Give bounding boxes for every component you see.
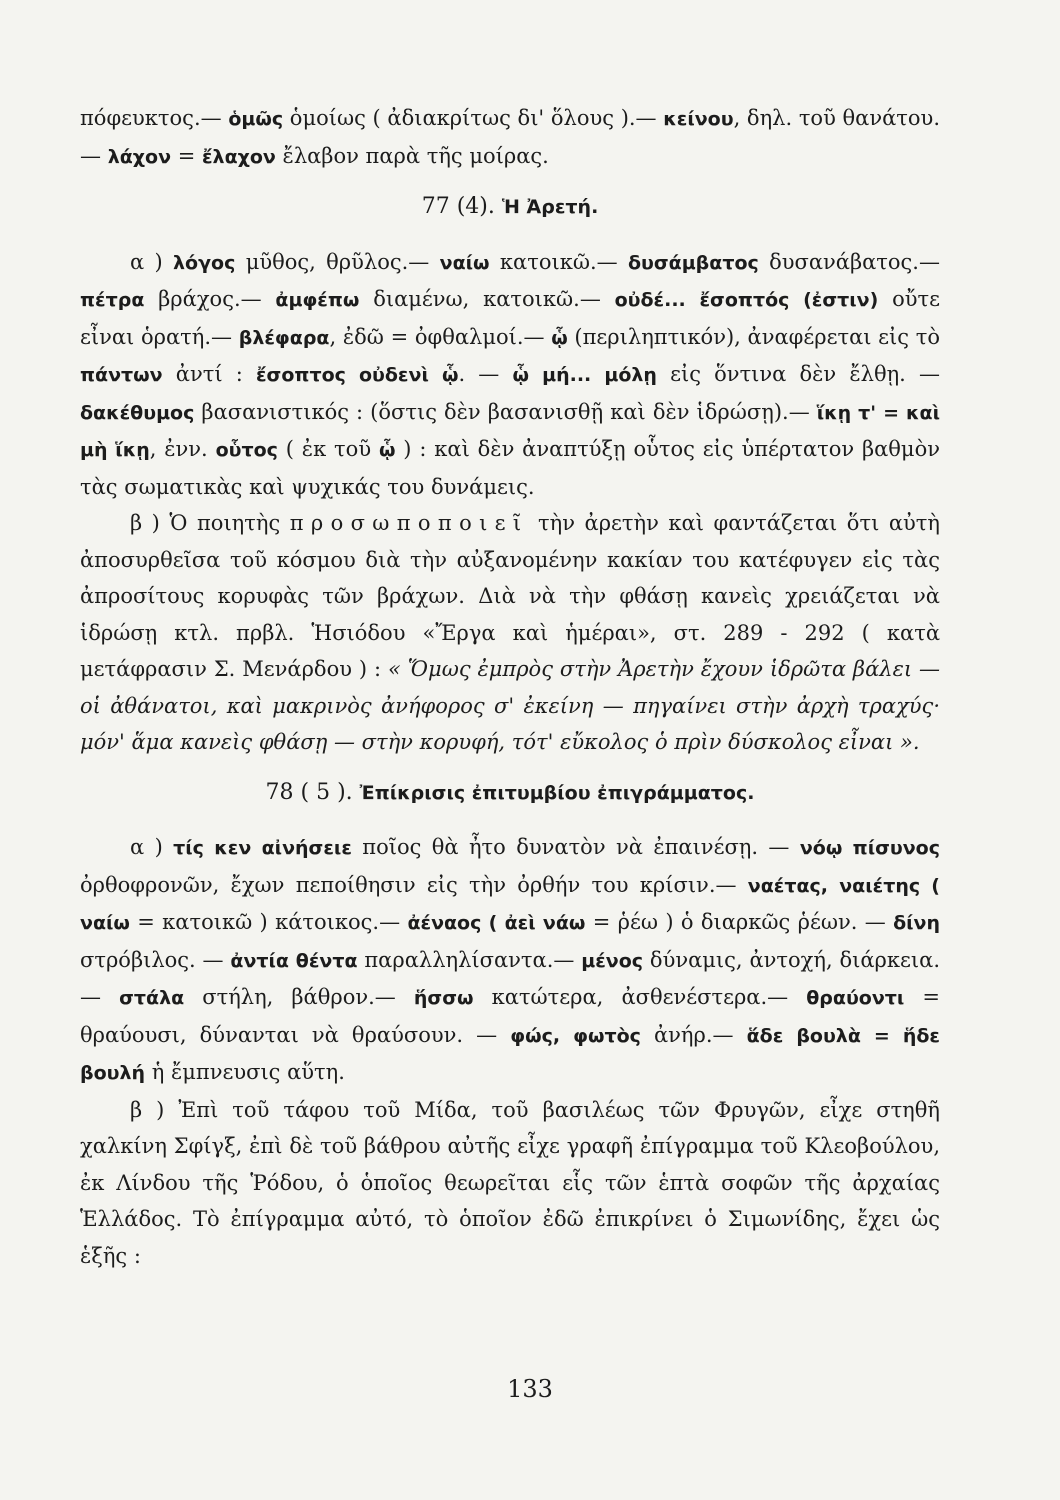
text-run: κατοικῶ.—: [489, 249, 628, 274]
spaced-emphasis: προσωποποιεῖ: [289, 511, 529, 535]
text-run: βασανιστικός : (ὅστις δὲν βασανισθῇ καὶ δὲν ἱδρώσῃ).—: [194, 399, 817, 424]
text-run: πόφευκτος.—: [80, 106, 229, 130]
bold-term: στάλα: [119, 987, 185, 1009]
bold-term: ᾧ μή... μόλῃ: [512, 364, 657, 386]
text-run: δυσανάβατος.—: [758, 249, 940, 274]
bold-term: πέτρα: [80, 289, 145, 311]
text-run: , ἐνν.: [149, 437, 216, 461]
text-run: ἀντί :: [162, 362, 256, 386]
bold-term: μένος: [581, 949, 644, 972]
text-run: δύναμις, ἀντοχή, διάρκεια.—: [80, 947, 940, 1009]
bold-term: ἀέναος ( ἀεὶ νάω: [407, 912, 586, 934]
text-run: α ): [130, 835, 174, 859]
page-text: [80, 100, 940, 1274]
text-run: βράχος.—: [144, 287, 276, 311]
text-run: , δηλ. τοῦ θανάτου.—: [80, 106, 940, 168]
bold-term: οὗτος: [215, 439, 278, 461]
bold-term: κείνου: [663, 108, 734, 130]
bold-term: δακέθυμος: [80, 401, 195, 424]
bold-term: Ἡ Ἀρετή.: [501, 196, 599, 218]
paragraph-77-a: [80, 244, 940, 506]
bold-term: ᾧ: [551, 326, 568, 349]
bold-term: λόγος: [173, 251, 236, 274]
text-run: = θραύουσι, δύνανται νὰ θραύσουν. —: [80, 985, 940, 1047]
text-run: ἡ ἔμπνευσις αὕτη.: [145, 1060, 345, 1084]
bold-term: ᾧ: [378, 439, 396, 461]
bold-term: ἅδε βουλὰ = ἥδε βουλή: [80, 1024, 940, 1084]
text-run: 78 ( 5 ).: [265, 779, 360, 805]
bold-term: δίνη: [893, 912, 940, 934]
bold-term: ἔσοπτος οὐδενὶ ᾧ: [255, 364, 459, 386]
text-run: β ) Ὁ ποιητὴς: [130, 511, 290, 535]
text-run: 77 (4).: [421, 194, 502, 219]
section-heading-78: [80, 775, 940, 812]
text-run: ( ἐκ τοῦ: [277, 437, 379, 461]
bold-term: οὐδέ... ἔσοπτός (ἐστιν): [614, 289, 879, 311]
page-number: 133: [507, 1375, 553, 1403]
text-run: τὴν ἀρετὴν καὶ φαντάζεται ὅτι αὐτὴ ἀποσυρθεῖσα τοῦ κόσμου διὰ τὴν αὐξανομένην κακίαν του κατέφυγεν εἰς τὰς ἀπροσίτους κορυφὰς τῶν βράχων. Διὰ νὰ τὴν φθάσῃ κανεὶς χρειάζεται νὰ ἱδρώσῃ κτλ. πρβλ. Ἡσιόδου «Ἔργα καὶ ἡμέραι», στ. 289 - 292 ( κατὰ μετάφρασιν Σ. Μενάρδου ) :: [80, 511, 940, 681]
text-run: κατώτερα, ἀσθενέστερα.—: [473, 985, 807, 1009]
text-run: ποῖος θὰ ἦτο δυνατὸν νὰ ἐπαινέσῃ. —: [351, 835, 800, 859]
paragraph-78-a: [80, 829, 940, 1092]
bold-term: δυσάμβατος: [627, 251, 759, 274]
bold-term: ἵκῃ τ' = καὶ μὴ ἵκῃ: [80, 401, 940, 461]
bold-term: ἀμφέπω: [275, 289, 360, 311]
text-run: οὔτε εἶναι ὁρατή.—: [80, 287, 940, 349]
text-run: στήλη, βάθρον.—: [184, 985, 414, 1009]
paragraph-78-b: [80, 1092, 940, 1275]
bold-term: ὁμῶς: [228, 108, 284, 130]
bold-term: Ἐπίκρισις ἐπιτυμβίου ἐπιγράμματος.: [359, 781, 755, 804]
bold-term: ναέτας, ναιέτης ( ναίω: [80, 874, 940, 934]
text-run: , ἐδῶ = ὀφθαλμοί.—: [329, 324, 552, 349]
text-run: μῦθος, θρῦλος.—: [235, 249, 440, 274]
section-heading-77: [80, 189, 940, 226]
paragraph-77-b: [80, 505, 940, 761]
bold-term: πάντων: [80, 364, 163, 386]
paragraph-continuation: [80, 100, 940, 175]
text-run: = κατοικῶ ) κάτοικος.—: [129, 910, 408, 934]
bold-term: νόῳ πίσυνος: [799, 837, 940, 859]
text-run: παραλληλίσαντα.—: [357, 947, 582, 972]
bold-term: φώς, φωτὸς: [510, 1024, 641, 1047]
text-run: ὁμοίως ( ἀδιακρίτως δι' ὅλους ).—: [283, 106, 664, 130]
text-run: β ) Ἐπὶ τοῦ τάφου τοῦ Μίδα, τοῦ βασιλέως τῶν Φρυγῶν, εἶχε στηθῆ χαλκίνη Σφίγξ, ἐπὶ δὲ τοῦ βάθρου αὐτῆς εἶχε γραφῆ ἐπίγραμμα τοῦ Κλεοβούλου, ἐκ Λίνδου τῆς Ῥόδου, ὁ ὁποῖος θεωρεῖται εἷς τῶν ἑπτὰ σοφῶν τῆς ἀρχαίας Ἑλλάδος. Τὸ ἐπίγραμμα αὐτό, τὸ ὁποῖον ἐδῶ ἐπικρίνει ὁ Σιμωνίδης, ἔχει ὡς ἑξῆς :: [80, 1097, 940, 1268]
bold-term: θραύοντι: [806, 987, 905, 1009]
bold-term: ἥσσω: [413, 987, 474, 1009]
text-run: α ): [130, 249, 174, 274]
text-run: (περιληπτικόν), ἀναφέρεται εἰς τὸ: [567, 324, 940, 349]
bold-term: λάχον: [107, 145, 172, 168]
text-run: εἰς ὅντινα δὲν ἔλθῃ. —: [656, 362, 941, 386]
bold-term: τίς κεν αἰνήσειε: [173, 837, 352, 859]
text-run: = ῥέω ) ὁ διαρκῶς ῥέων. —: [585, 910, 894, 934]
text-run: ἀνήρ.—: [640, 1022, 747, 1047]
bold-term: ἔλαχον: [201, 145, 276, 168]
text-run: ) : καὶ δὲν ἀναπτύξῃ οὗτος εἰς ὑπέρτατον βαθμὸν τὰς σωματικὰς καὶ ψυχικάς του δυνάμεις.: [80, 437, 940, 499]
bold-term: ἀντία θέντα: [230, 949, 358, 972]
text-run: ἔλαβον παρὰ τῆς μοίρας.: [275, 143, 549, 168]
text-run: διαμένω, κατοικῶ.—: [359, 287, 615, 311]
quoted-translation: « Ὅμως ἐμπρὸς στὴν Ἀρετὴν ἔχουν ἱδρῶτα βάλει — οἱ ἀθάνατοι, καὶ μακρινὸς ἀνήφορος σ' ἐκείνη — πηγαίνει στὴν ἀρχὴ τραχύς· μόν' ἅμα κανεὶς φθάσῃ — στὴν κορυφή, τότ' εὔκολος ὁ πρὶν δύσκολος εἶναι ».: [80, 657, 940, 754]
bold-term: βλέφαρα: [238, 326, 330, 349]
bold-term: ναίω: [439, 251, 490, 274]
text-run: =: [171, 143, 202, 168]
text-run: ὀρθοφρονῶν, ἔχων πεποίθησιν εἰς τὴν ὀρθήν του κρίσιν.—: [80, 872, 748, 897]
text-run: στρόβιλος. —: [80, 947, 231, 972]
text-run: . —: [458, 362, 513, 386]
